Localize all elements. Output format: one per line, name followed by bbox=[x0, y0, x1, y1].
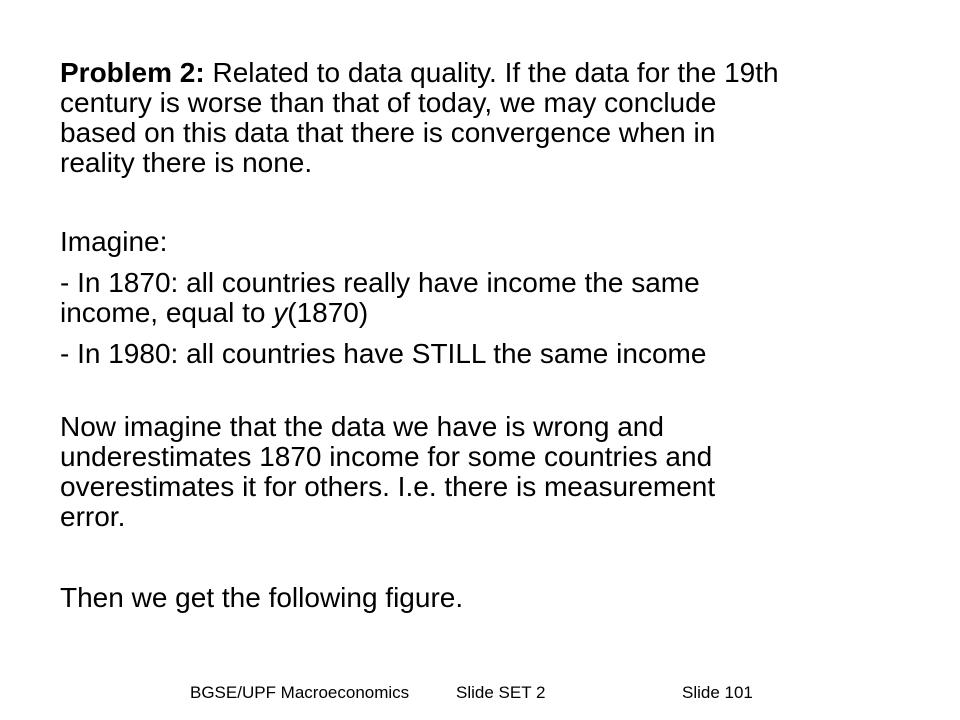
problem-line-3: based on this data that there is convergence when in bbox=[60, 117, 716, 148]
imagine-heading: Imagine: bbox=[60, 226, 168, 257]
measurement-paragraph bbox=[60, 412, 954, 532]
bullet-1870-line-1: - In 1870: all countries really have income the same bbox=[60, 267, 700, 298]
problem-paragraph bbox=[60, 58, 954, 178]
measurement-line-3: overestimates it for others. I.e. there is measurement bbox=[60, 471, 716, 502]
measurement-line-1: Now imagine that the data we have is wrong and bbox=[60, 411, 664, 442]
problem-label: Problem 2: bbox=[60, 57, 205, 88]
income-variable: y bbox=[273, 297, 288, 328]
conclusion-text: Then we get the following figure. bbox=[60, 582, 464, 613]
bullet-1870-text: income, equal to bbox=[60, 297, 274, 328]
bullet-1870 bbox=[60, 268, 954, 328]
measurement-line-4: error. bbox=[60, 501, 126, 532]
footer-slide-set: Slide SET 2 bbox=[456, 683, 546, 702]
problem-line-4: reality there is none. bbox=[60, 147, 313, 178]
bullet-1980: - In 1980: all countries have STILL the same income bbox=[60, 338, 707, 369]
footer-course: BGSE/UPF Macroeconomics bbox=[190, 683, 410, 702]
footer-slide-number: Slide 101 bbox=[682, 683, 753, 702]
measurement-line-2: underestimates 1870 income for some countries and bbox=[60, 441, 713, 472]
problem-line-2: century is worse than that of today, we may conclude bbox=[60, 87, 717, 118]
bullet-1870-line-2 bbox=[60, 297, 954, 328]
bullet-1870-year: (1870) bbox=[287, 297, 369, 328]
problem-line-1 bbox=[60, 57, 954, 88]
problem-text-1: Related to data quality. If the data for the 19th bbox=[204, 57, 779, 88]
